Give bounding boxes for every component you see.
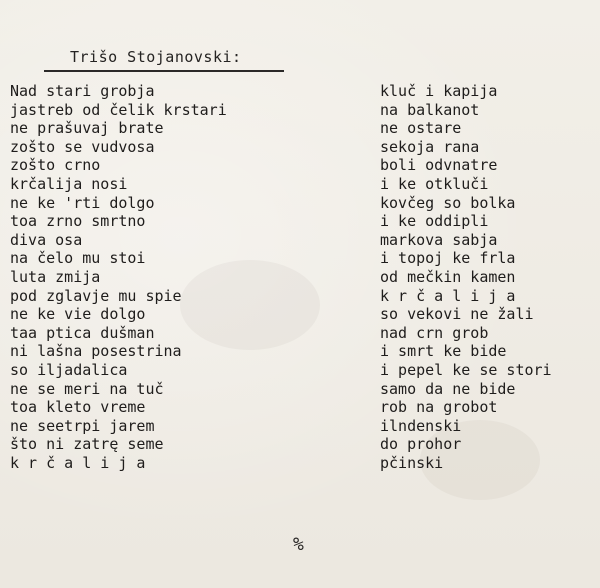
poem-author-title: Trišo Stojanovski:: [70, 48, 242, 66]
poem-right-line: kluč i kapija: [380, 82, 498, 100]
poem-left-line: na čelo mu stoi: [10, 249, 146, 268]
poem-left-line: ne ke vie dolgo: [10, 305, 146, 324]
poem-left-line: ne se meri na tuč: [10, 379, 164, 398]
page-mark: %: [293, 534, 304, 555]
poem-right-line: ilndenski: [380, 416, 462, 435]
poem-left-line: k r č a l i j a: [10, 453, 146, 472]
poem-right-line: od mečkin kamen: [380, 267, 516, 286]
poem-right-line: k r č a l i j a: [380, 286, 516, 305]
poem-right-line: markova sabja: [380, 230, 498, 249]
poem-right-line: i ke otkluči: [380, 174, 489, 193]
poem-left-line: ne ke 'rti dolgo: [10, 193, 155, 212]
title-underline: [44, 70, 284, 72]
poem-left-line: toa kleto vreme: [10, 398, 146, 417]
poem-left-line: što ni zatrę seme: [10, 435, 164, 454]
poem-left-line: jastreb od čelik krstari: [10, 100, 227, 119]
poem-left-line: taa ptica dušman: [10, 323, 155, 342]
poem-left-line: krčalija nosi: [10, 174, 128, 193]
poem-left-line: toa zrno smrtno: [10, 212, 146, 231]
poem-right-line: so vekovi ne žali: [380, 305, 534, 324]
poem-right-line: i ke oddipli: [380, 212, 489, 231]
poem-left-line: ne seetrpi jarem: [10, 416, 155, 435]
poem-right-column: [380, 82, 552, 472]
poem-right-line: rob na grobot: [380, 398, 498, 417]
poem-right-line: ne ostare: [380, 119, 462, 138]
poem-right-line: sekoja rana: [380, 137, 480, 156]
poem-right-line: i smrt ke bide: [380, 342, 507, 361]
poem-right-line: nad crn grob: [380, 323, 489, 342]
poem-right-line: samo da ne bide: [380, 379, 516, 398]
poem-left-line: ni lašna posestrina: [10, 342, 182, 361]
poem-right-line: i topoj ke frla: [380, 249, 516, 268]
poem-left-line: ne prašuvaj brate: [10, 119, 164, 138]
poem-left-line: zošto se vudvosa: [10, 137, 155, 156]
poem-left-line: so iljadalica: [10, 360, 128, 379]
poem-right-line: kovčeg so bolka: [380, 193, 516, 212]
poem-left-line: luta zmija: [10, 267, 101, 286]
poem-right-line: boli odvnatre: [380, 156, 498, 175]
poem-right-line: pčinski: [380, 453, 444, 472]
poem-left-line: Nad stari grobja: [10, 82, 155, 100]
poem-right-line: do prohor: [380, 435, 462, 454]
poem-left-line: diva osa: [10, 230, 83, 249]
poem-left-column: [10, 82, 227, 472]
poem-right-line: i pepel ke se stori: [380, 360, 552, 379]
poem-right-line: na balkanot: [380, 100, 480, 119]
poem-left-line: zošto crno: [10, 156, 101, 175]
poem-left-line: pod zglavje mu spie: [10, 286, 182, 305]
